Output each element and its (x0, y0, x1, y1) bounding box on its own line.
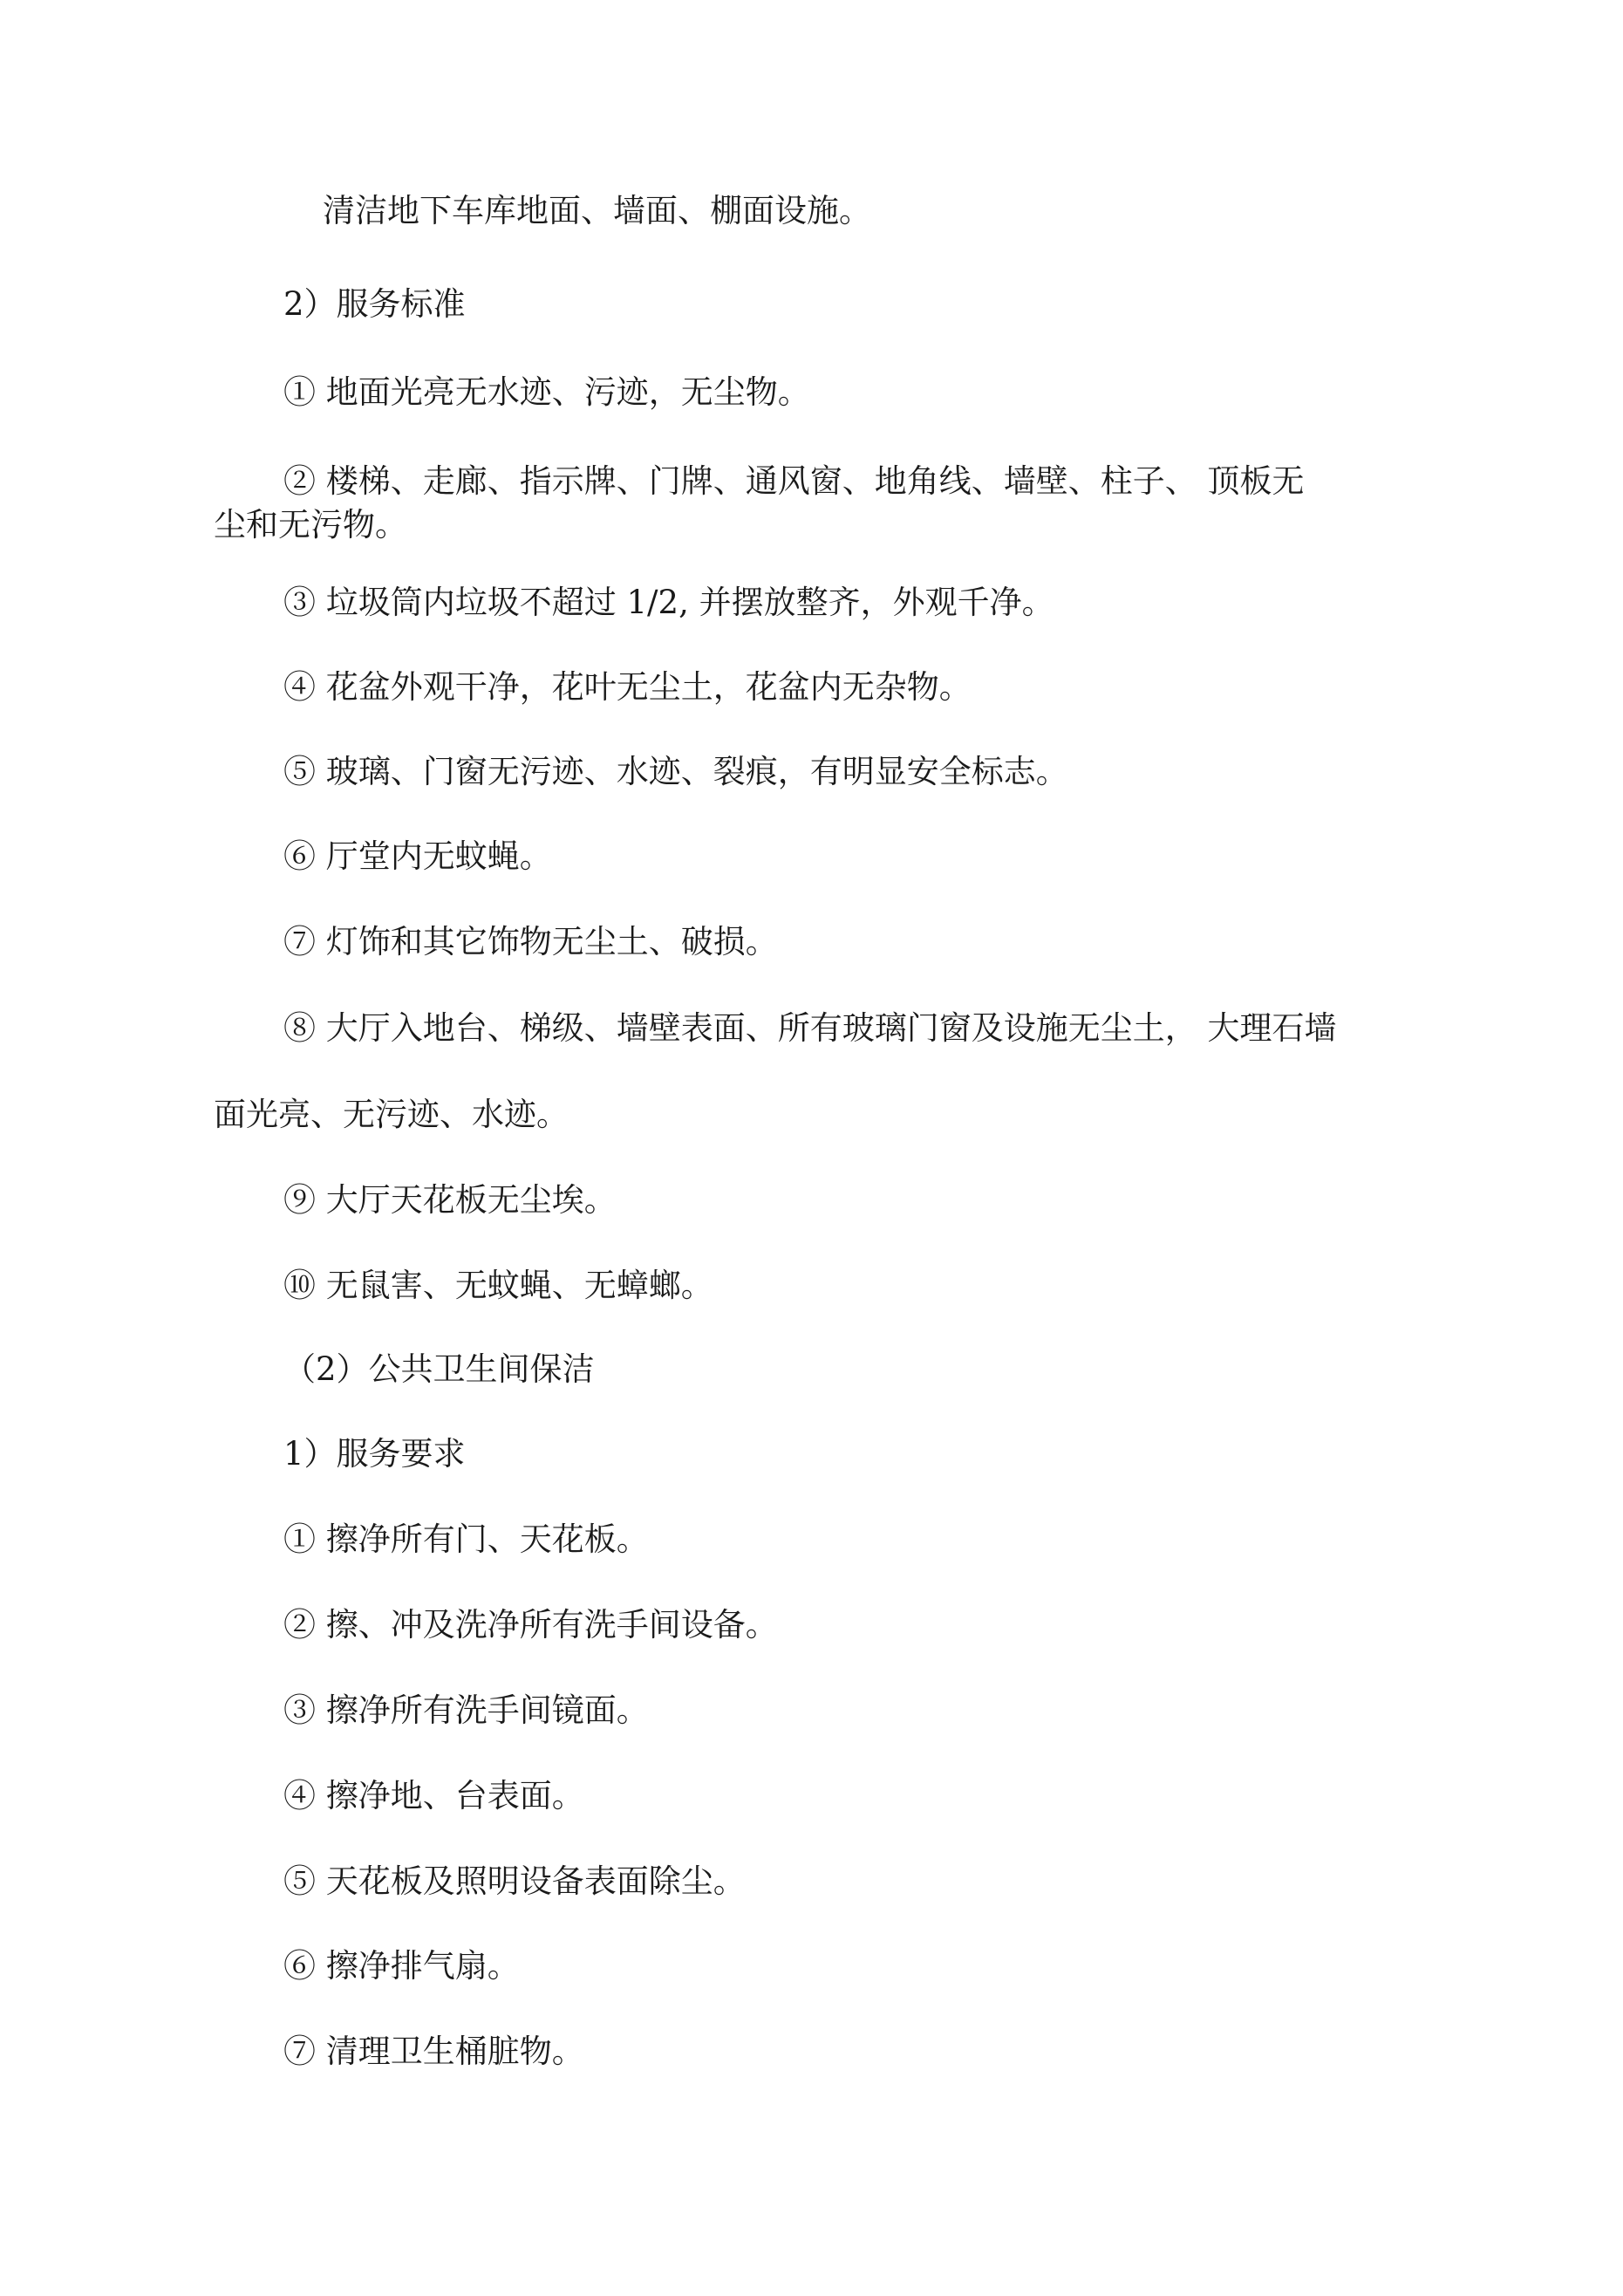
section-heading-restroom: （2）公共卫生间保洁 (283, 1350, 595, 1388)
list-item-7: ⑦ 灯饰和其它饰物无尘土、破损。 (283, 923, 778, 960)
requirement-item-7: ⑦ 清理卫生桶脏物。 (283, 2033, 584, 2070)
heading-service-standard: 2）服务标准 (283, 285, 466, 323)
requirement-item-5: ⑤ 天花板及照明设备表面除尘。 (283, 1862, 746, 1900)
list-item-10: ⑩ 无鼠害、无蚊蝇、无蟑螂。 (283, 1267, 713, 1304)
requirement-item-3: ③ 擦净所有洗手间镜面。 (283, 1691, 649, 1729)
requirement-item-1: ① 擦净所有门、天花板。 (283, 1520, 649, 1558)
requirement-item-6: ⑥ 擦净排气扇。 (283, 1947, 520, 1985)
paragraph-garage-cleaning: 清洁地下车库地面、墙面、棚面设施。 (323, 192, 871, 229)
requirement-item-2: ② 擦、冲及洗净所有洗手间设备。 (283, 1606, 778, 1643)
list-item-8-continuation: 面光亮、无污迹、水迹。 (214, 1096, 569, 1133)
list-item-6: ⑥ 厅堂内无蚊蝇。 (283, 837, 552, 875)
list-item-1: ① 地面光亮无水迹、污迹，无尘物。 (283, 373, 810, 411)
requirement-item-4: ④ 擦净地、台表面。 (283, 1777, 584, 1814)
list-item-3: ③ 垃圾筒内垃圾不超过 1/2, 并摆放整齐，外观千净。 (283, 584, 1054, 621)
list-item-8: ⑧ 大厅入地台、梯级、墙壁表面、所有玻璃门窗及设施无尘土， 大理石墙 (283, 1009, 1337, 1047)
list-item-2: ② 楼梯、走廊、指示牌、门牌、通风窗、地角线、墙壁、柱子、 顶板无 (283, 462, 1305, 500)
list-item-9: ⑨ 大厅天花板无尘埃。 (283, 1181, 617, 1219)
list-item-4: ④ 花盆外观干净，花叶无尘土，花盆内无杂物。 (283, 668, 972, 706)
heading-service-requirements: 1）服务要求 (283, 1435, 466, 1473)
list-item-2-continuation: 尘和无污物。 (214, 506, 407, 543)
list-item-5: ⑤ 玻璃、门窗无污迹、水迹、裂痕，有明显安全标志。 (283, 753, 1068, 790)
